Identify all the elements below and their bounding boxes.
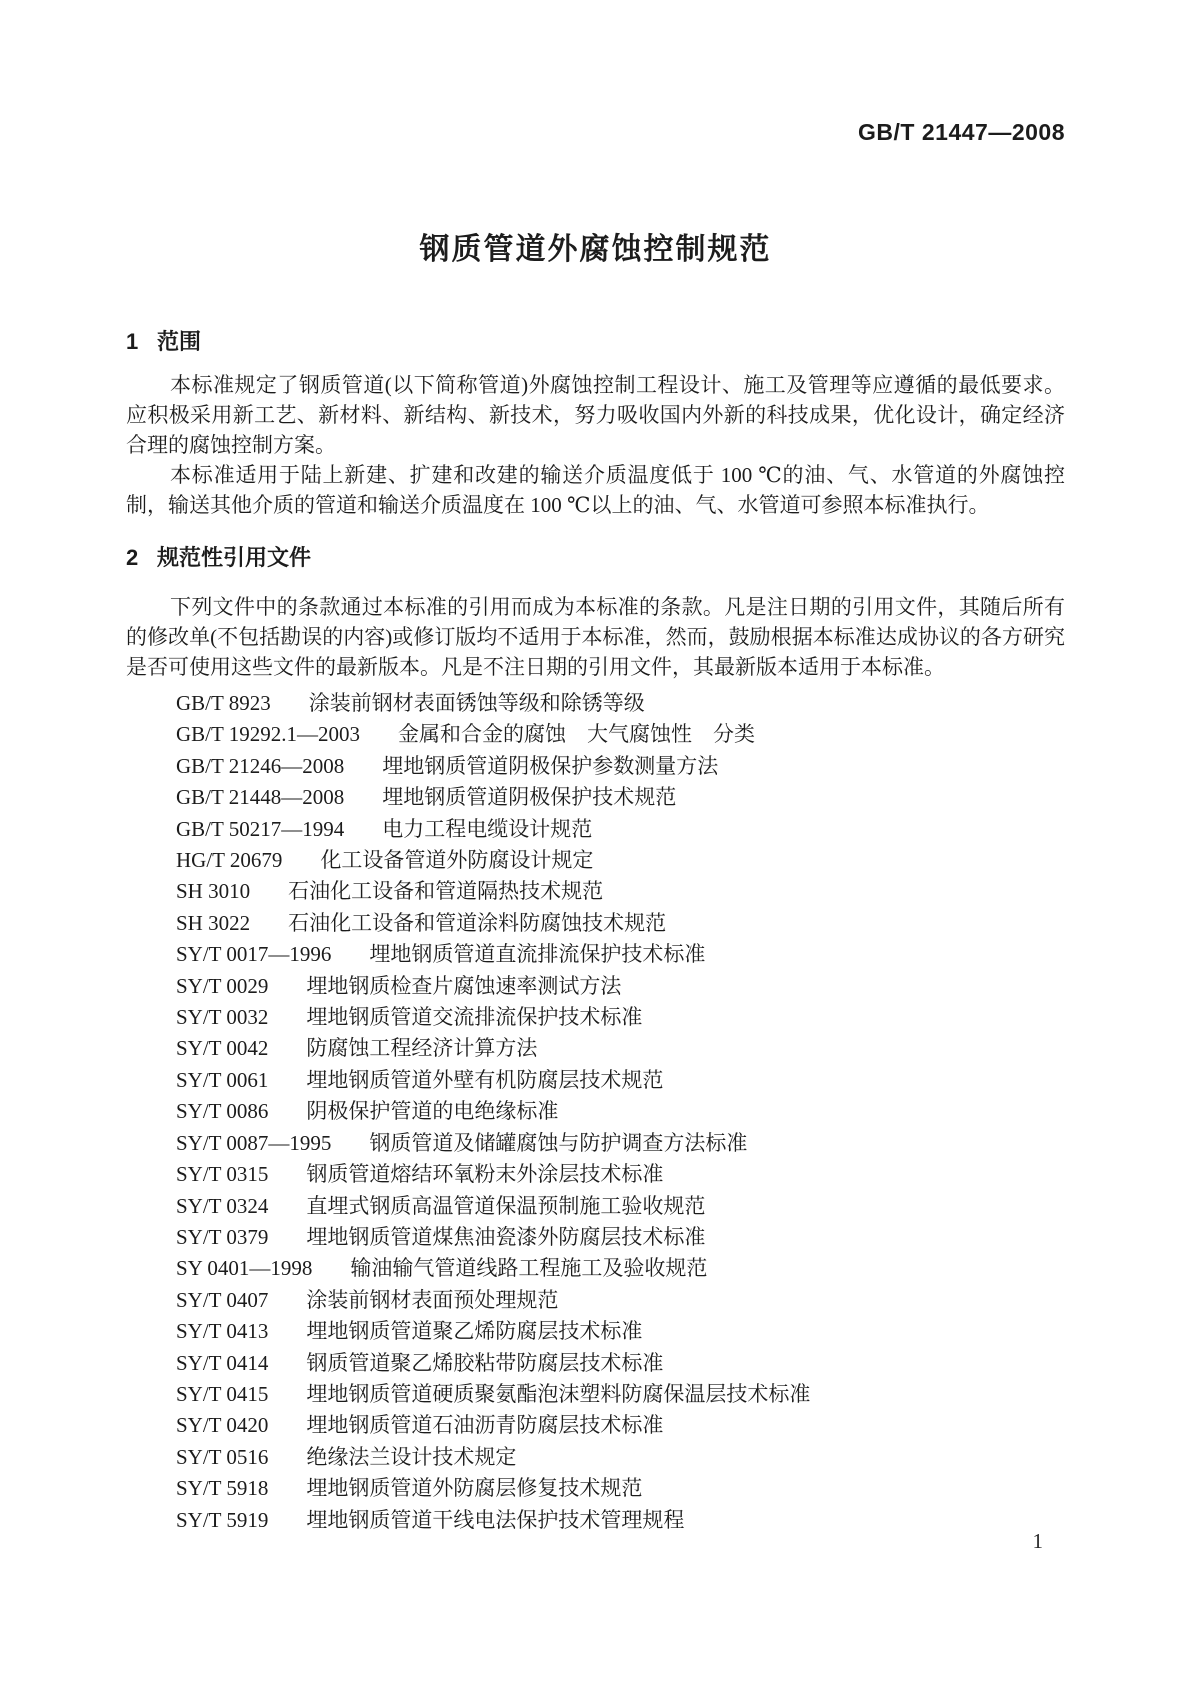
reference-item <box>126 1222 1065 1253</box>
reference-item <box>126 1033 1065 1064</box>
reference-title: 埋地钢质管道干线电法保护技术管理规程 <box>306 1507 685 1532</box>
reference-item <box>126 1285 1065 1316</box>
reference-title: 石油化工设备和管道隔热技术规范 <box>288 879 604 904</box>
reference-item <box>126 971 1065 1002</box>
reference-code: GB/T 21246—2008 <box>176 753 345 778</box>
reference-title: 埋地钢质管道外防腐层修复技术规范 <box>306 1476 643 1501</box>
page-number: 1 <box>1032 1529 1043 1553</box>
reference-title: 防腐蚀工程经济计算方法 <box>306 1036 538 1061</box>
reference-code: SY/T 0315 <box>176 1162 269 1187</box>
reference-title: 涂装前钢材表面预处理规范 <box>306 1287 559 1312</box>
reference-item <box>126 1128 1065 1159</box>
reference-code: GB/T 50217—1994 <box>176 816 345 841</box>
reference-code: SY/T 0413 <box>176 1319 269 1344</box>
reference-title: 钢质管道聚乙烯胶粘带防腐层技术标准 <box>306 1350 664 1375</box>
section-normative-references <box>126 544 1065 1536</box>
reference-code: SY/T 0420 <box>176 1413 269 1438</box>
reference-title: 涂装前钢材表面锈蚀等级和除锈等级 <box>308 691 645 715</box>
reference-item <box>126 1379 1065 1410</box>
reference-code: SY/T 0324 <box>176 1193 269 1218</box>
paragraph-scope-2: 本标准适用于陆上新建、扩建和改建的输送介质温度低于 100 ℃的油、气、水管道的外腐蚀控制，输送其他介质的管道和输送介质温度在 100 ℃以上的油、气、水管道可参照本标准执行。 <box>126 463 1065 517</box>
reference-title: 石油化工设备和管道涂料防腐蚀技术规范 <box>288 910 667 935</box>
reference-code: SH 3022 <box>176 910 251 935</box>
reference-item <box>126 1348 1065 1379</box>
reference-title: 埋地钢质管道直流排流保护技术标准 <box>369 942 706 967</box>
reference-title: 钢质管道及储罐腐蚀与防护调查方法标准 <box>369 1130 748 1155</box>
reference-code: SY/T 0061 <box>176 1067 269 1092</box>
reference-title: 埋地钢质检查片腐蚀速率测试方法 <box>306 973 622 998</box>
reference-title: 埋地钢质管道煤焦油瓷漆外防腐层技术标准 <box>306 1224 706 1249</box>
reference-title: 化工设备管道外防腐设计规定 <box>320 848 594 873</box>
reference-item <box>126 1473 1065 1504</box>
reference-code: SY/T 0516 <box>176 1444 269 1469</box>
reference-item <box>126 814 1065 845</box>
standard-code-header: GB/T 21447—2008 <box>858 119 1065 145</box>
reference-list <box>126 688 1065 1536</box>
reference-code: SY/T 0029 <box>176 973 269 998</box>
section-title: 范围 <box>157 329 202 354</box>
reference-code: SY/T 0379 <box>176 1224 269 1249</box>
section-scope <box>126 328 1065 520</box>
reference-item <box>126 939 1065 970</box>
reference-code: SY/T 5919 <box>176 1507 269 1532</box>
reference-item <box>126 719 1065 750</box>
reference-item <box>126 1442 1065 1473</box>
reference-title: 埋地钢质管道聚乙烯防腐层技术标准 <box>306 1319 643 1344</box>
reference-code: SY/T 0086 <box>176 1099 269 1124</box>
paragraph-references-intro: 下列文件中的条款通过本标准的引用而成为本标准的条款。凡是注日期的引用文件，其随后所有的修改单(不包括勘误的内容)或修订版均不适用于本标准，然而，鼓励根据本标准达成协议的各方研究是否可使用这些文件的最新版本。凡是不注日期的引用文件，其最新版本适用于本标准。 <box>126 595 1065 679</box>
reference-item <box>126 1505 1065 1536</box>
reference-code: SH 3010 <box>176 879 251 904</box>
reference-code: GB/T 21448—2008 <box>176 785 345 810</box>
reference-code: SY/T 0407 <box>176 1287 269 1312</box>
reference-title: 埋地钢质管道外壁有机防腐层技术规范 <box>306 1067 664 1092</box>
reference-item <box>126 876 1065 907</box>
reference-code: SY/T 0087—1995 <box>176 1130 332 1155</box>
reference-item <box>126 1096 1065 1127</box>
reference-title: 埋地钢质管道阴极保护参数测量方法 <box>382 753 719 778</box>
reference-title: 绝缘法兰设计技术规定 <box>306 1444 517 1469</box>
document-title: 钢质管道外腐蚀控制规范 <box>419 233 772 266</box>
reference-title: 钢质管道熔结环氧粉末外涂层技术标准 <box>306 1162 664 1187</box>
reference-code: SY/T 0415 <box>176 1381 269 1406</box>
reference-item <box>126 1159 1065 1190</box>
reference-item <box>126 1065 1065 1096</box>
reference-code: HG/T 20679 <box>176 848 283 873</box>
reference-title: 埋地钢质管道硬质聚氨酯泡沫塑料防腐保温层技术标准 <box>306 1381 811 1406</box>
reference-title: 输油输气管道线路工程施工及验收规范 <box>350 1256 708 1281</box>
reference-code: SY/T 0032 <box>176 1005 269 1030</box>
reference-item <box>126 751 1065 782</box>
reference-item <box>126 1002 1065 1033</box>
reference-item <box>126 1191 1065 1222</box>
reference-item <box>126 1253 1065 1284</box>
reference-title: 金属和合金的腐蚀 大气腐蚀性 分类 <box>397 722 755 747</box>
section-number: 2 <box>126 545 139 570</box>
reference-title: 电力工程电缆设计规范 <box>382 816 593 841</box>
reference-code: SY/T 5918 <box>176 1476 269 1501</box>
reference-code: SY 0401—1998 <box>176 1256 313 1281</box>
reference-code: SY/T 0414 <box>176 1350 269 1375</box>
section-number: 1 <box>126 329 139 354</box>
reference-item <box>126 782 1065 813</box>
reference-code: SY/T 0017—1996 <box>176 942 332 967</box>
section-title: 规范性引用文件 <box>157 545 312 570</box>
reference-item <box>126 908 1065 939</box>
reference-code: GB/T 8923 <box>176 691 271 715</box>
reference-title: 阴极保护管道的电绝缘标准 <box>306 1099 559 1124</box>
reference-title: 埋地钢质管道阴极保护技术规范 <box>382 785 677 810</box>
reference-code: GB/T 19292.1—2003 <box>176 722 360 747</box>
section-heading-references <box>126 544 1065 572</box>
reference-item <box>126 1316 1065 1347</box>
reference-item <box>126 688 1065 719</box>
reference-title: 埋地钢质管道石油沥青防腐层技术标准 <box>306 1413 664 1438</box>
reference-item <box>126 1410 1065 1441</box>
section-heading-scope <box>126 328 1065 356</box>
paragraph-scope-1: 本标准规定了钢质管道(以下简称管道)外腐蚀控制工程设计、施工及管理等应遵循的最低要求。应积极采用新工艺、新材料、新结构、新技术，努力吸收国内外新的科技成果，优化设计，确定经济合理的腐蚀控制方案。 <box>126 373 1065 457</box>
reference-item <box>126 845 1065 876</box>
reference-title: 直埋式钢质高温管道保温预制施工验收规范 <box>306 1193 706 1218</box>
reference-code: SY/T 0042 <box>176 1036 269 1061</box>
reference-title: 埋地钢质管道交流排流保护技术标准 <box>306 1005 643 1030</box>
